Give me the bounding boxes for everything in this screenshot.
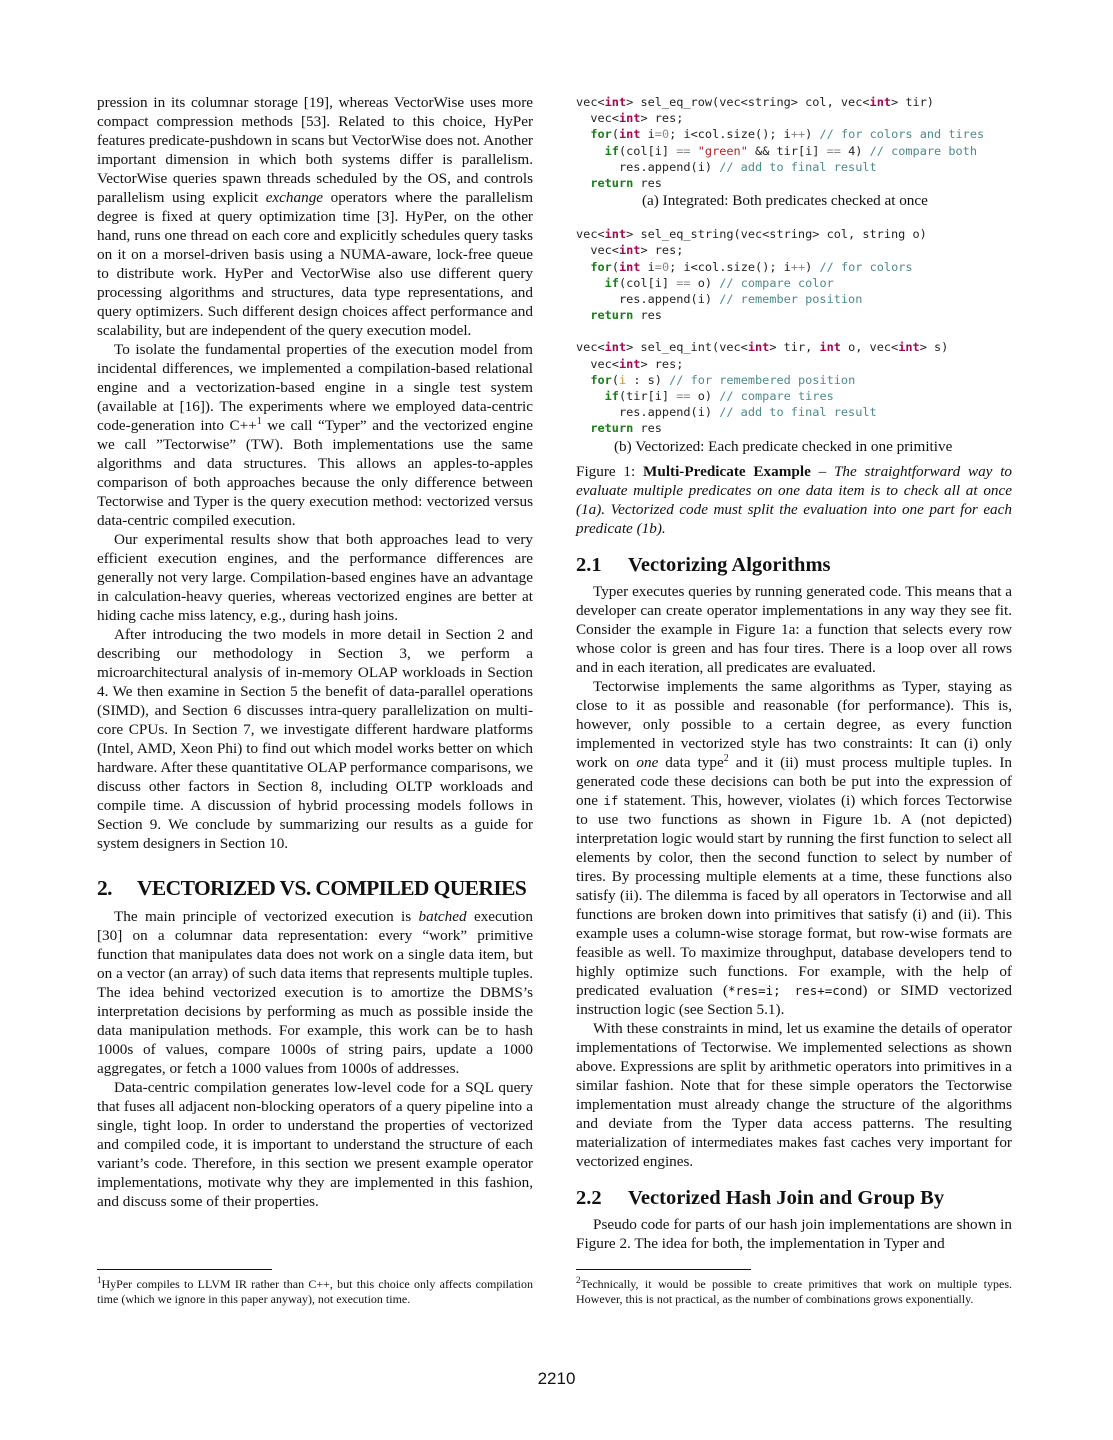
subsection-heading: 2.1 Vectorizing Algorithms bbox=[576, 553, 831, 576]
section-heading: 2. VECTORIZED VS. COMPILED QUERIES bbox=[97, 876, 527, 900]
code-block-integrated: vec<int> sel_eq_row(vec<string> col, vec<int> tir) vec<int> res; for(int i=0; i<col.size(); i++) // for colors and tires if(col[i] == "green" && tir[i] == 4) // compare both res.append(i) // add to final result return res bbox=[576, 95, 985, 191]
paragraph: To isolate the fundamental properties of the execution model from incidental differences, we implemented a compilation-based relational engine and a vectorization-based engine in a single test system (available at [16]). The experiments where we employed data-centric code-generation into C++$^1$ we call “Typer” and the vectorized engine we call ”Tectorwise” (TW). Both implementations use the same algorithms and data structures. This allows an apples-to-apples comparison of both approaches because the only difference between Tectorwise and Typer is the query execution method: vectorized versus data-centric compiled execution. bbox=[97, 341, 533, 529]
paragraph: pression in its columnar storage [19], whereas VectorWise uses more compact compression methods [53]. Related to this choice, HyPer features predicate-pushdown in scans but VectorWise does not. Another important dimension in which both systems differ is parallelism. VectorWise queries spawn threads scheduled by the OS, and controls parallelism using explicit exchange operators where the parallelism degree is fixed at query optimization time [3]. HyPer, on the other hand, runs one thread on each core and explicitly schedules query tasks on it on a morsel-driven basis using a NUMA-aware, lock-free queue to distribute work. HyPer and VectorWise also use different query processing algorithms and structures, data type representations, and query optimizers. Such different design choices affect performance and scalability, but are independent of the query execution model. bbox=[97, 94, 534, 339]
paragraph: Tectorwise implements the same algorithms as Typer, staying as close to it as possible and reasonable (for performance). This is, however, only possible to a certain degree, as every function implemented in vectorized style has two constraints: It can (i) only work on one data type$^2$ and it (ii) must process multiple tuples. In generated code these decisions can both be put into the expression of one if statement. This, however, violates (i) which forces Tectorwise to use two functions as shown in Figure 1b. A (not depicted) interpretation logic would start by running the first function to select all elements by color, then the second function to select by number of tires. By processing multiple elements at a time, these functions also satisfy (ii). The dilemma is faced by all operators in Tectorwise and all functions are broken down into primitives that satisfy (i) and (ii). This example uses a column-wise storage format, but row-wise formats are feasible as well. To maximize throughput, database developers tend to highly optimize such functions. For example, with the help of predicated evaluation (*res=i; res+=cond) or SIMD vectorized instruction logic (see Section 5.1). bbox=[576, 677, 1012, 1018]
paragraph: Our experimental results show that both approaches lead to very efficient execution engines, and the performance differences are generally not very large. Compilation-based engines have an advantage in calculation-heavy queries, whereas vectorized engines are better at hiding cache miss latency, e.g., during hash joins. bbox=[97, 531, 533, 624]
subfigure-caption-a: (a) Integrated: Both predicates checked at once bbox=[642, 192, 928, 210]
subsection-heading: 2.2 Vectorized Hash Join and Group By bbox=[576, 1186, 945, 1209]
subfigure-caption-b: (b) Vectorized: Each predicate checked in one primitive bbox=[614, 437, 953, 455]
code-block-sel-eq-string: vec<int> sel_eq_string(vec<string> col, string o) vec<int> res; for(int i=0; i<col.size(); i++) // for colors if(col[i] == o) // compare color res.append(i) // remember position return res bbox=[576, 227, 927, 323]
footnote-rule bbox=[97, 1269, 272, 1270]
footnote-rule bbox=[576, 1269, 751, 1270]
footnote-ref[interactable]: 2 bbox=[723, 752, 729, 764]
left-column bbox=[97, 93, 533, 1211]
footnote-1: $^1$HyPer compiles to LLVM IR rather than C++, but this choice only affects compilation time (which we ignore in this paper anyway), not execution time. bbox=[97, 1275, 533, 1306]
page-number: 2210 bbox=[537, 1369, 576, 1388]
paragraph: Data-centric compilation generates low-level code for a SQL query that fuses all adjacent non-blocking operators of a query pipeline into a single, tight loop. In order to understand the properties of vectorized and compiled code, it is important to understand the structure of each variant’s code. Therefore, in this section we present example operator implementations, motivate why they are implemented in this fashion, and discuss some of their properties. bbox=[97, 1079, 533, 1210]
paragraph: With these constraints in mind, let us examine the details of operator implementations of Tectorwise. We implemented selections as shown above. Expressions are split by arithmetic operators into primitives in a similar fashion. Note that for these simple operators the Tectorwise implementation must already change the structure of the algorithms and deviate from the Typer data access patterns. The resulting materialization of intermediates makes fast caches very important for vectorized engines. bbox=[576, 1019, 1012, 1170]
paragraph: Typer executes queries by running generated code. This means that a developer can create operator implementations in any way they see fit. Consider the example in Figure 1a: a function that selects every row whose color is green and has four tires. There is a loop over all rows and in each iteration, all predicates are evaluated. bbox=[576, 582, 1012, 676]
right-column bbox=[576, 94, 1012, 1253]
footnote-ref[interactable]: 1 bbox=[256, 415, 262, 427]
figure-caption: Figure 1: Multi-Predicate Example – The straightforward way to evaluate multiple predicates on one data item is to check all at once (1a). Vectorized code must split the evaluation into one part for each predicate (1b). bbox=[576, 462, 1013, 537]
paragraph: Pseudo code for parts of our hash join implementations are shown in Figure 2. The idea for both, the implementation in Typer and bbox=[576, 1215, 1012, 1252]
figure-1 bbox=[576, 94, 1012, 538]
paragraph: The main principle of vectorized execution is batched execution [30] on a columnar data representation: every “work” primitive function that manipulates data does not work on a single data item, but on a vector (an array) of such data items that represents multiple tuples. The idea behind vectorized execution is to amortize the DBMS’s interpretation decisions by performing as much as possible inside the data manipulation methods. For example, this work can be to hash 1000s of values, compare 1000s of string pairs, update a 1000 aggregates, or fetch a 1000 values from 1000s of addresses. bbox=[97, 908, 533, 1077]
paragraph: After introducing the two models in more detail in Section 2 and describing our methodology in Section 3, we perform a microarchitectural analysis of in-memory OLAP workloads in Section 4. We then examine in Section 5 the benefit of data-parallel operations (SIMD), and Section 6 discusses intra-query parallelization on multi-core CPUs. In Section 7, we investigate different hardware platforms (Intel, AMD, Xeon Phi) to find out which model works better on which hardware. After these quantitative OLAP performance comparisons, we discuss other factors in Section 8, including OLTP workloads and compile time. A discussion of hybrid processing models follows in Section 9. We conclude by summarizing our results as a guide for system designers in Section 10. bbox=[97, 626, 533, 852]
code-block-sel-eq-int: vec<int> sel_eq_int(vec<int> tir, int o, vec<int> s) vec<int> res; for(i : s) // for remembered position if(tir[i] == o) // compare tires res.append(i) // add to final result return res bbox=[576, 340, 949, 436]
footnote-2: $^2$Technically, it would be possible to create primitives that work on multiple types. However, this is not practical, as the number of combinations grows exponentially. bbox=[576, 1275, 1012, 1306]
